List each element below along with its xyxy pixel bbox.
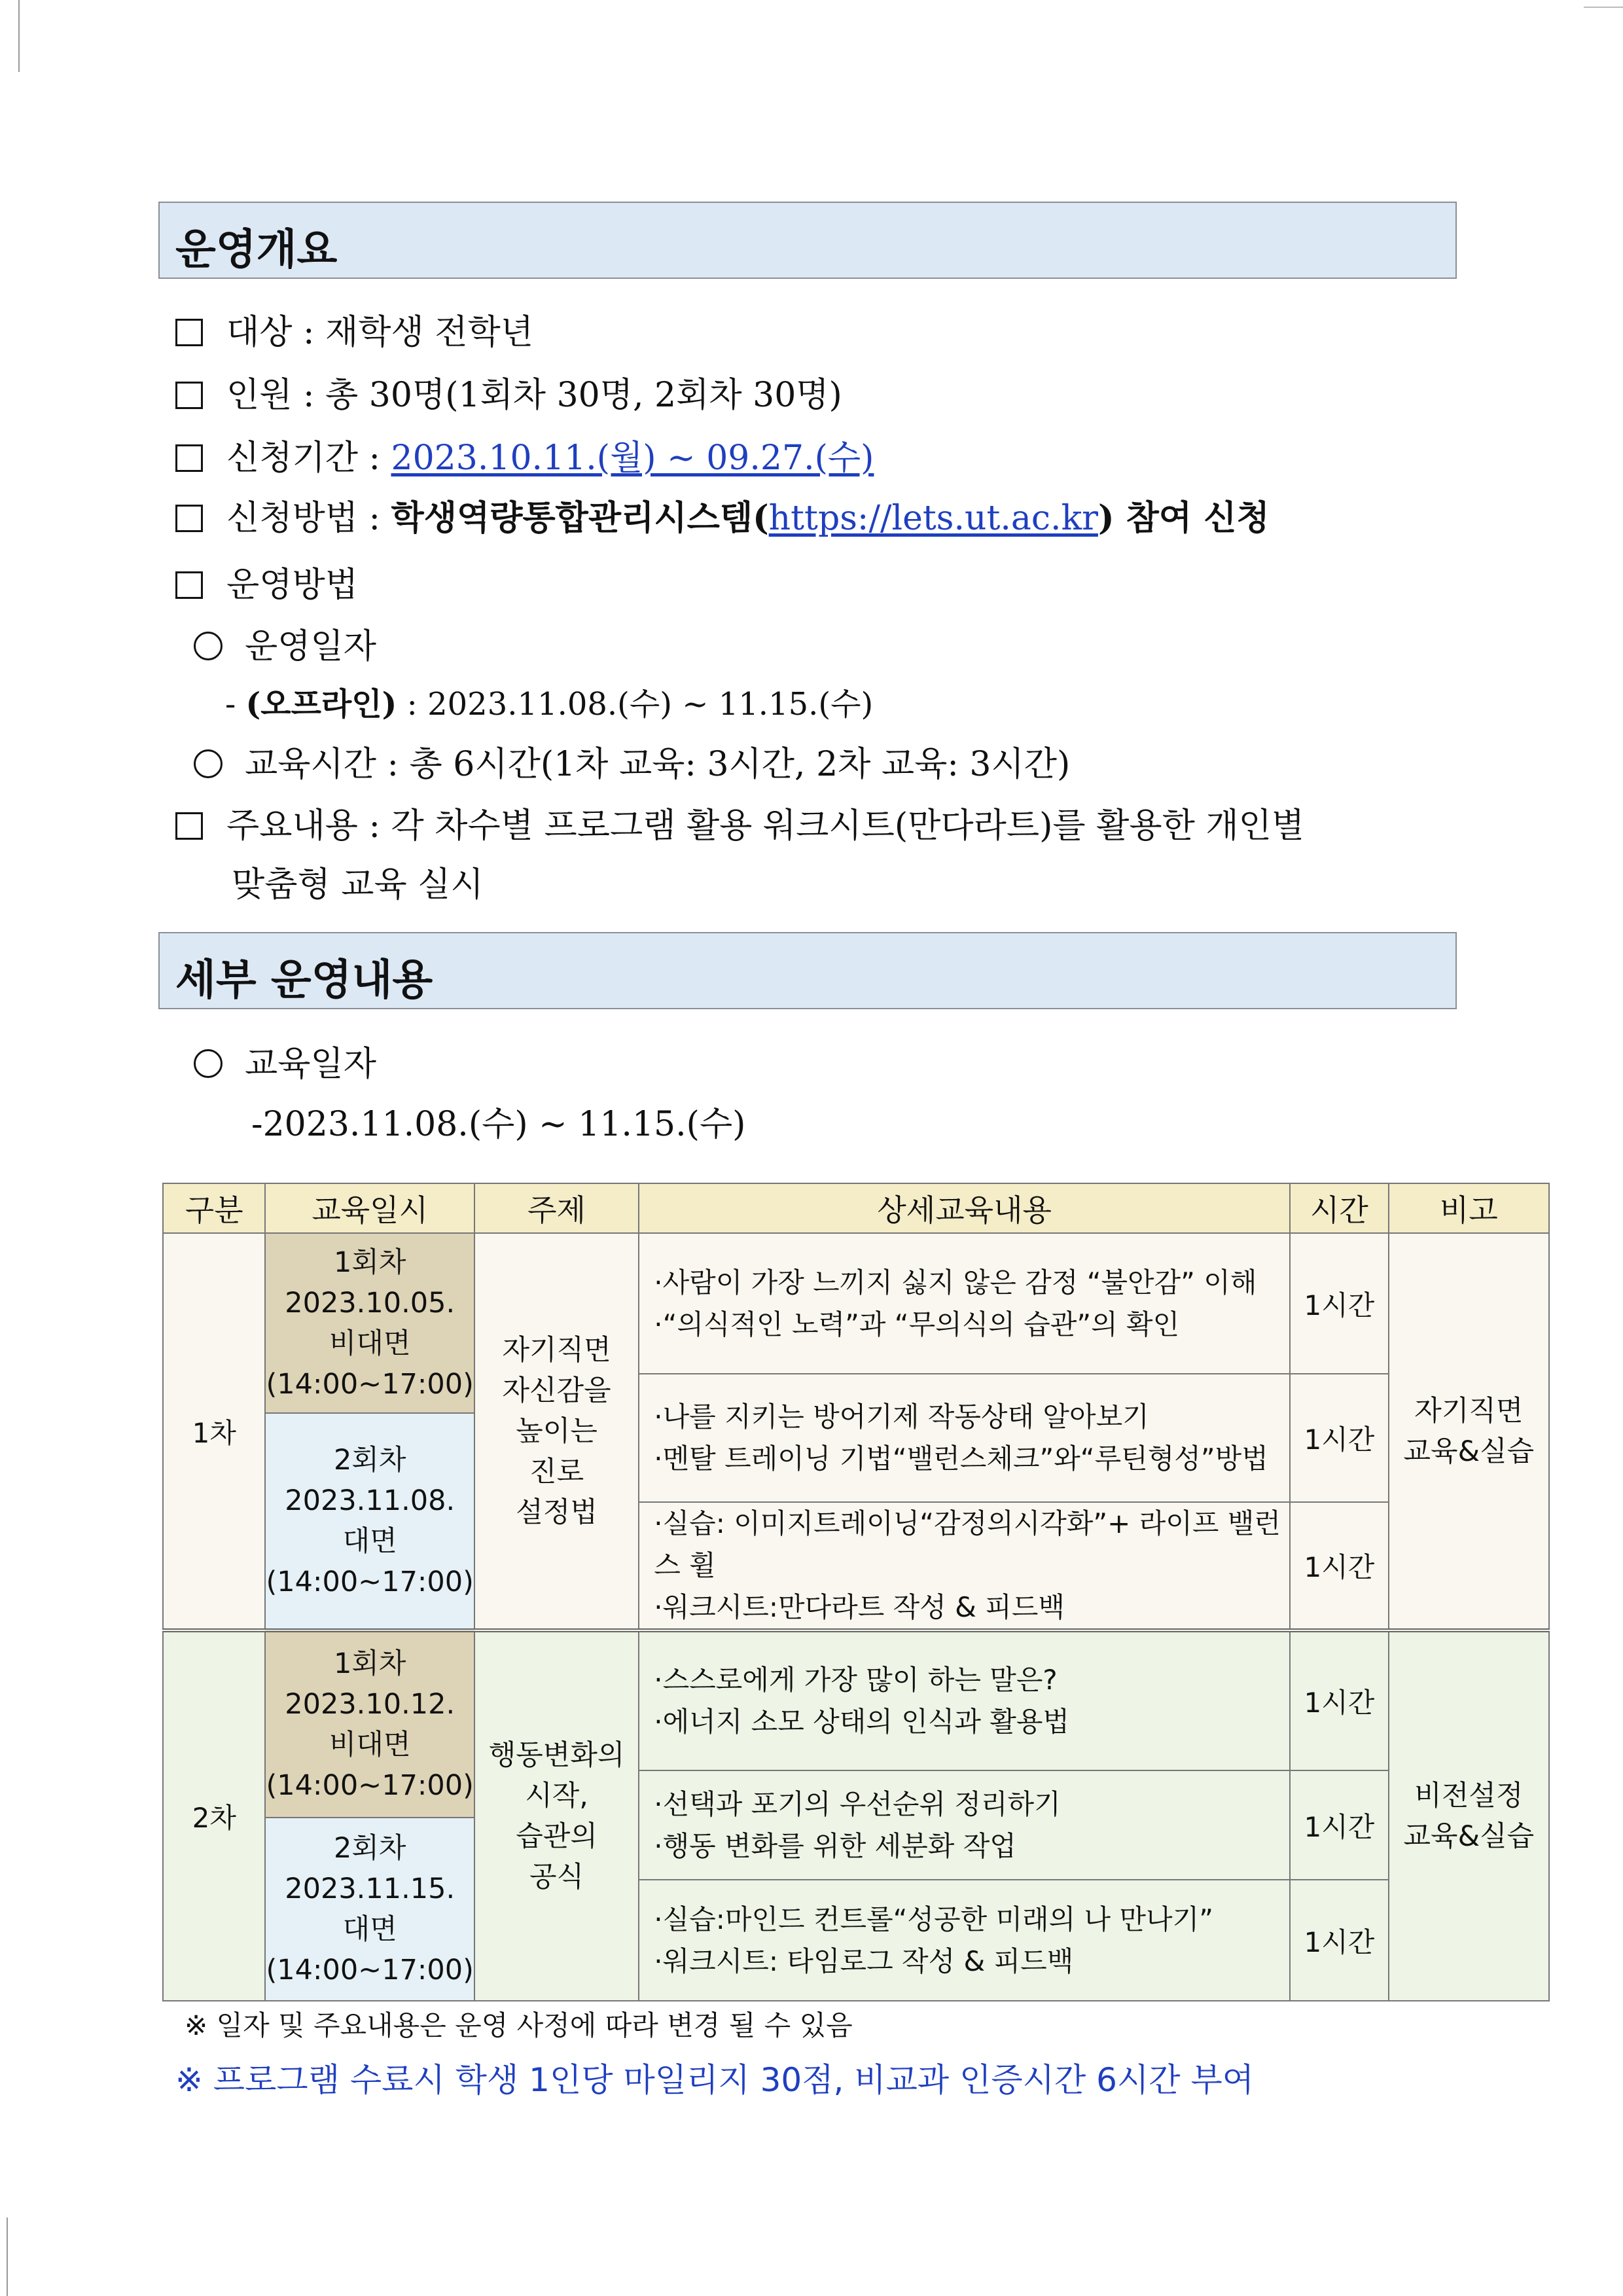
note-mileage: ※ 프로그램 수료시 학생 1인당 마일리지 30점, 비교과 인증시간 6시간 부여 (175, 2061, 1255, 2099)
group-label: 1차 (163, 1233, 265, 1630)
overview-target: 대상 : 재학생 전학년 (175, 315, 533, 350)
section-header-overview (158, 202, 1457, 279)
detail-cell: ·나를 지키는 방어기제 작동상태 알아보기 ·멘탈 트레이닝 기법“밸런스체크”와“루틴형성”방법 (639, 1374, 1290, 1502)
detail-edu-date: 교육일자 (194, 1047, 376, 1081)
overview-op-date-value: - (오프라인) : 2023.11.08.(수) ~ 11.15.(수) (225, 686, 874, 723)
checkbox-icon (175, 505, 203, 532)
overview-period: 신청기간 : 2023.10.11.(월) ~ 09.27.(수) (175, 441, 874, 475)
time-cell: 1시간 (1290, 1374, 1389, 1502)
note-change-notice: ※ 일자 및 주요내용은 운영 사정에 따라 변경 될 수 있음 (185, 2009, 853, 2041)
session-cell: 1회차 2023.10.05. 비대면 (14:00~17:00) (265, 1233, 474, 1413)
time-cell: 1시간 (1290, 1233, 1389, 1374)
checkbox-icon (175, 444, 203, 472)
section-header-detail (158, 932, 1457, 1009)
note-cell: 자기직면 교육&실습 (1389, 1233, 1549, 1630)
overview-edu-time: 교육시간 : 총 6시간(1차 교육: 3시간, 2차 교육: 3시간) (194, 747, 1070, 781)
period-value: 2023.10.11.(월) ~ 09.27.(수) (391, 439, 874, 478)
time-cell: 1시간 (1290, 1630, 1389, 1770)
detail-edu-date-value: -2023.11.08.(수) ~ 11.15.(수) (251, 1105, 746, 1144)
checkbox-icon (175, 812, 203, 840)
detail-cell: ·실습:마인드 컨트롤“성공한 미래의 나 만나기” ·워크시트: 타임로그 작성 & 피드백 (639, 1880, 1290, 2001)
time-cell: 1시간 (1290, 1502, 1389, 1630)
session-cell: 1회차 2023.10.12. 비대면 (14:00~17:00) (265, 1630, 474, 1818)
group-label: 2차 (163, 1630, 265, 2001)
table-row (163, 1233, 1549, 1374)
section-title: 운영개요 (175, 226, 338, 274)
time-cell: 1시간 (1290, 1770, 1389, 1880)
circle-bullet-icon (194, 632, 223, 660)
crop-mark-top-left (0, 0, 20, 72)
crop-mark-top-right (1584, 0, 1623, 8)
detail-cell: ·사람이 가장 느끼지 싫지 않은 감정 “불안감” 이해 ·“의식적인 노력”과 “무의식의 습관”의 확인 (639, 1233, 1290, 1374)
session-cell: 2회차 2023.11.08. 대면 (14:00~17:00) (265, 1413, 474, 1630)
overview-op-date: 운영일자 (194, 630, 376, 664)
header-cell: 주제 (474, 1183, 639, 1233)
detail-cell: ·실습: 이미지트레이닝“감정의시각화”+ 라이프 밸런스 휠 ·워크시트:만다라트 작성 & 피드백 (639, 1502, 1290, 1630)
topic-cell: 자기직면 자신감을 높이는 진로 설정법 (474, 1233, 639, 1630)
header-cell: 구분 (163, 1183, 265, 1233)
overview-operation-method: 운영방법 (175, 568, 358, 602)
circle-bullet-icon (194, 749, 223, 778)
header-cell: 교육일시 (265, 1183, 474, 1233)
note-cell: 비전설정 교육&실습 (1389, 1630, 1549, 2001)
section-title: 세부 운영내용 (175, 956, 433, 1005)
time-cell: 1시간 (1290, 1880, 1389, 2001)
session-cell: 2회차 2023.11.15. 대면 (14:00~17:00) (265, 1818, 474, 2001)
header-cell: 비고 (1389, 1183, 1549, 1233)
circle-bullet-icon (194, 1049, 223, 1078)
lets-link[interactable]: https://lets.ut.ac.kr (768, 499, 1098, 538)
detail-cell: ·선택과 포기의 우선순위 정리하기 ·행동 변화를 위한 세분화 작업 (639, 1770, 1290, 1880)
checkbox-icon (175, 571, 203, 599)
overview-people: 인원 : 총 30명(1회차 30명, 2회차 30명) (175, 378, 842, 412)
checkbox-icon (175, 319, 203, 346)
crop-mark-bottom-left (0, 2217, 8, 2296)
overview-method: 신청방법 : 학생역량통합관리시스템(https://lets.ut.ac.kr) 참여 신청 (175, 501, 1270, 535)
header-cell: 시간 (1290, 1183, 1389, 1233)
table-header-row (163, 1183, 1549, 1233)
table-row (163, 1630, 1549, 1770)
overview-main-content-line2: 맞춤형 교육 실시 (232, 865, 484, 905)
header-cell: 상세교육내용 (639, 1183, 1290, 1233)
detail-cell: ·스스로에게 가장 많이 하는 말은? ·에너지 소모 상태의 인식과 활용법 (639, 1630, 1290, 1770)
schedule-table (162, 1183, 1550, 2001)
overview-main-content: 주요내용 : 각 차수별 프로그램 활용 워크시트(만다라트)를 활용한 개인별 (175, 809, 1304, 843)
checkbox-icon (175, 382, 203, 409)
topic-cell: 행동변화의 시작, 습관의 공식 (474, 1630, 639, 2001)
